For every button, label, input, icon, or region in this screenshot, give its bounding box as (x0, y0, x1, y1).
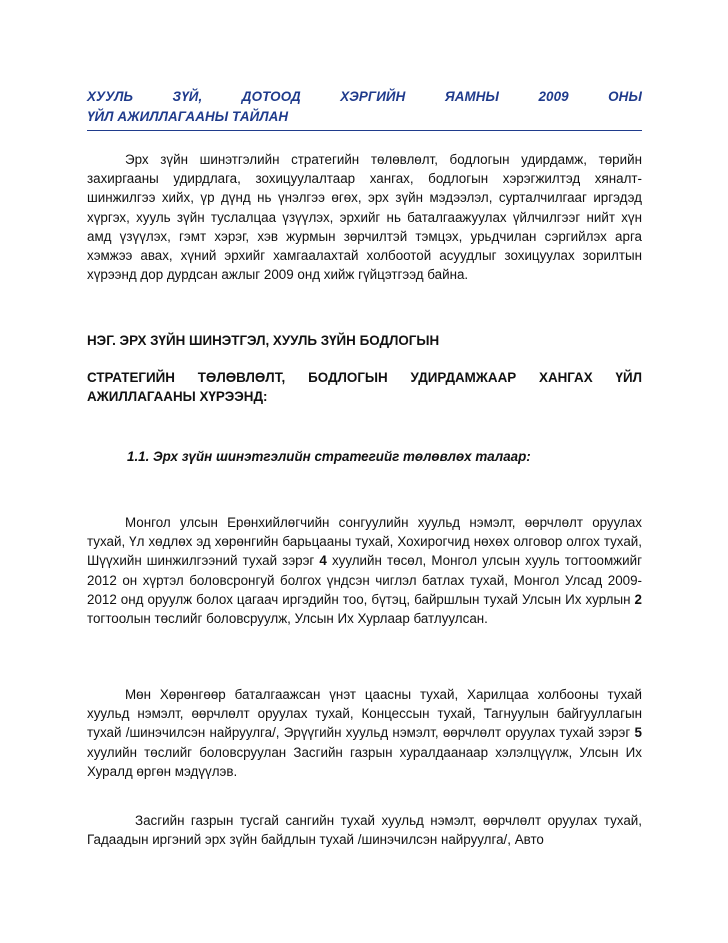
title-word: ХЭРГИЙН (340, 89, 406, 104)
para1-text: хуулийн төсөл, Монгол улсын хууль тогтоомжийг 2012 он хүртэл боловсронгуй болгох үндсэн чиглэл батлах тухай, Монгол Улсад 2009-2012 онд оруулж болох цагаач иргэдийн тоо, бүтэц, байршлын тухай Улсын Их хурлын (87, 553, 642, 607)
intro-text: Эрх зүйн шинэтгэлийн стратегийн төлөвлөлт, бодлогын удирдамж, төрийн захиргааны удирдлага, зохицуулалтаар хангах, бодлогын хэрэгжилтэд хяналт-шинжилгээ хийх, үр дүнд нь үнэлгээ өгөх, эрх зүйн мэдээлэл, сурталчилгааг иргэдэд хүргэх, хууль зүйн туслалцаа үзүүлэх, эрхийг нь баталгаажуулах үйлчилгээг нийт хүн амд үзүүлэх, гэмт хэрэг, хэв журмын зөрчилтэй тэмцэх, урьдчилан сэргийлэх арга хэмжээ авах, хүний эрхийг хамгаалахтай холбоотой асуудлыг зохицуулах зорилтын хүрээнд дор дурдсан ажлыг 2009 онд хийж гүйцэтгээд байна. (87, 152, 642, 283)
title-word: ЗҮЙ, (172, 89, 203, 104)
title-word: ОНЫ (608, 89, 642, 104)
section-heading-text: НЭГ. ЭРХ ЗҮЙН ШИНЭТГЭЛ, ХУУЛЬ ЗҮЙН БОДЛОГЫН (87, 333, 440, 348)
para3-text: Засгийн газрын тусгай сангийн тухай хуульд нэмэлт, өөрчлөлт оруулах тухай, Гадаадын иргэний эрх зүйн байдлын тухай /шинэчилсэн найруулга/, Авто (87, 813, 642, 848)
title-word: ДОТООД (241, 89, 301, 104)
heading-word: СТРАТЕГИЙН (87, 370, 175, 385)
section-heading-line1 (87, 331, 642, 350)
paragraph-1 (87, 513, 642, 628)
report-title-line2: ҮЙЛ АЖИЛЛАГААНЫ ТАЙЛАН (87, 109, 289, 124)
title-word: 2009 (538, 89, 569, 104)
para2-text: хуулийн төслийг боловсруулан Засгийн газрын хуралдаанаар хэлэлцүүлж, Улсын Их Хуралд өргөн мэдүүлэв. (87, 744, 642, 779)
title-word: ЯАМНЫ (444, 89, 500, 104)
para1-count-2: 2 (634, 591, 642, 607)
report-title-line1 (87, 87, 642, 107)
report-title (87, 87, 642, 127)
para2-text: Мөн Хөрөнгөөр баталгаажсан үнэт цаасны тухай, Харилцаа холбооны тухай хуульд нэмэлт, өөрчлөлт оруулах тухай, Концессын тухай, Тагнуулын байгууллагын тухай /шинэчилсэн найруулга/, Эрүүгийн хуульд нэмэлт, өөрчлөлт оруулах тухай зэрэг (87, 687, 642, 741)
para1-count: 4 (319, 553, 327, 569)
para1-text: тогтоолын төслийг боловсруулж, Улсын Их Хурлаар батлуулсан. (87, 611, 488, 627)
para2-count: 5 (634, 725, 642, 741)
heading-word: УДИРДАМЖААР (410, 370, 517, 385)
subsection-title: 1.1. Эрх зүйн шинэтгэлийн стратегийг төлөвлөх талаар: (127, 449, 531, 464)
heading-word: ХАНГАХ (539, 370, 593, 385)
heading-word: ТӨЛӨВЛӨЛТ, (197, 370, 286, 385)
title-word: ХУУЛЬ (87, 89, 134, 104)
header-divider (87, 130, 642, 131)
paragraph-2 (87, 685, 642, 781)
section-heading-line2 (87, 368, 642, 406)
heading-word: ҮЙЛ (615, 370, 642, 385)
paragraph-3 (87, 811, 642, 849)
section-heading-line3: АЖИЛЛАГААНЫ ХҮРЭЭНД: (87, 389, 268, 405)
heading-word: БОДЛОГЫН (308, 370, 388, 385)
intro-paragraph (87, 150, 642, 284)
para1-text: Монгол улсын Ерөнхийлөгчийн сонгуулийн хуульд нэмэлт, өөрчлөлт оруулах тухай, Үл хөдлөх эд хөрөнгийн барьцааны тухай, Хохирогчид нөхөх олговор олгох тухай, Шүүхийн шинжилгээний тухай зэрэг (87, 515, 642, 569)
